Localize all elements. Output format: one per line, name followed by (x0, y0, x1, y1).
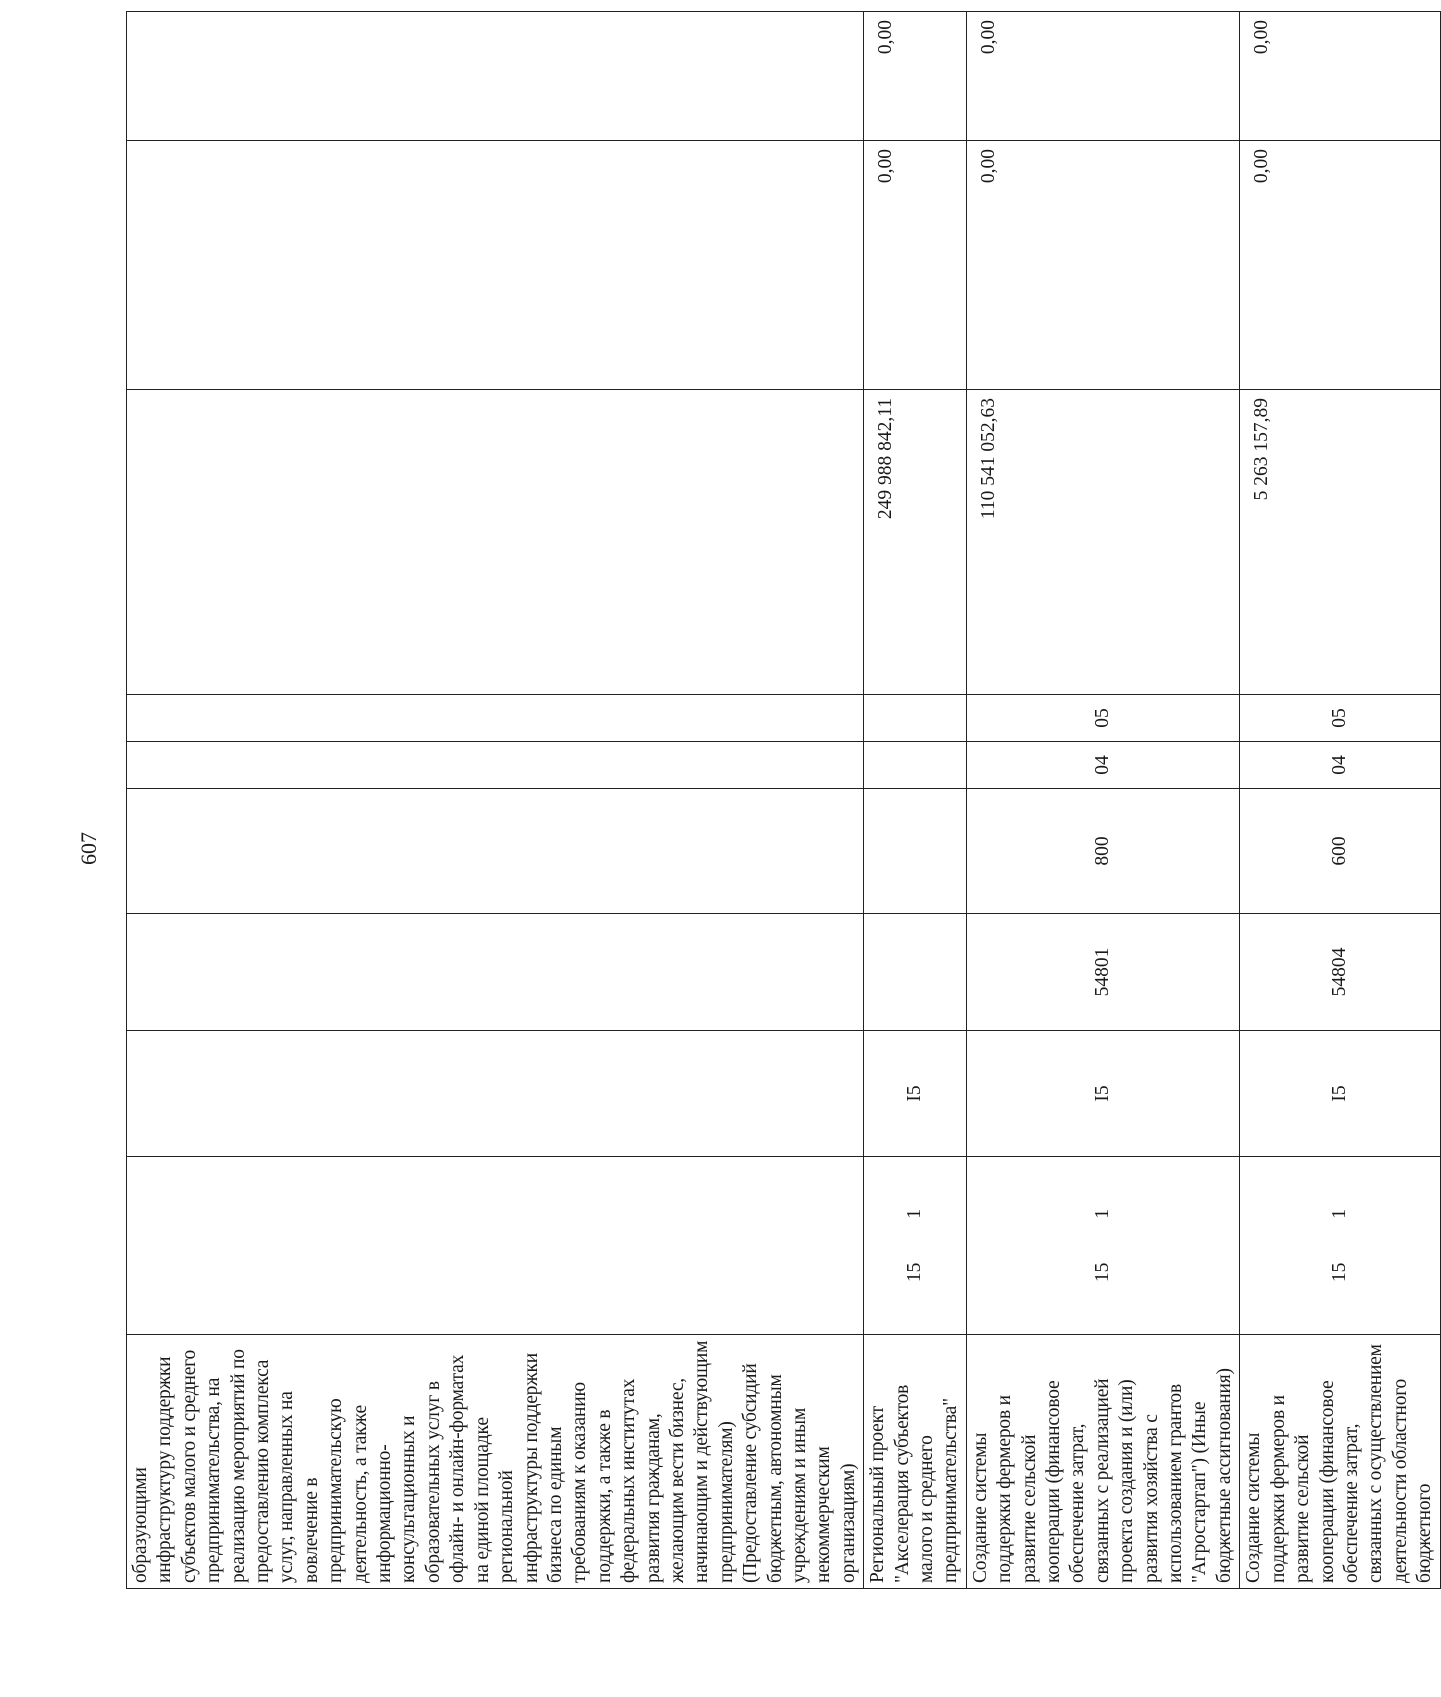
sum-year-3: 0,00 (864, 12, 967, 141)
table-row (1240, 12, 1440, 1589)
section-code (864, 742, 967, 789)
page-number: 607 (76, 832, 101, 865)
sum-year-1 (127, 390, 864, 695)
expense-type-code: 600 (1240, 789, 1440, 914)
section-code: 04 (966, 742, 1239, 789)
row-name: Региональный проект "Акселерация субъектов малого и среднего предпринимательства" (864, 1335, 967, 1589)
sum-year-2: 0,00 (864, 141, 967, 390)
sum-year-1: 249 988 842,11 (864, 390, 967, 695)
subsection-code: 05 (966, 695, 1239, 742)
type-code: I5 (864, 1031, 967, 1157)
type-code: I5 (966, 1031, 1239, 1157)
table-row (127, 12, 864, 1589)
sum-year-2: 0,00 (1240, 141, 1440, 390)
sum-year-3: 0,00 (1240, 12, 1440, 141)
sum-year-3: 0,00 (966, 12, 1239, 141)
program-code: 15 1 (966, 1157, 1239, 1335)
type-code: I5 (1240, 1031, 1440, 1157)
table-row (966, 12, 1239, 1589)
subsection-code (127, 695, 864, 742)
row-name: Создание системы поддержки фермеров и развитие сельской кооперации (финансовое обеспечение затрат, связанных с осуществлением деятельности областного бюджетного (1240, 1335, 1440, 1589)
table-row (864, 12, 967, 1589)
subsection-code (864, 695, 967, 742)
sum-year-2: 0,00 (966, 141, 1239, 390)
program-code: 15 1 (1240, 1157, 1440, 1335)
type-code (127, 1031, 864, 1157)
expense-type-code (127, 789, 864, 914)
sum-year-1: 5 263 157,89 (1240, 390, 1440, 695)
program-code: 15 1 (864, 1157, 967, 1335)
expense-type-code (864, 789, 967, 914)
row-name: Создание системы поддержки фермеров и развитие сельской кооперации (финансовое обеспечение затрат, связанных с реализацией проекта создания и (или) развития хозяйства с использованием грантов "Агростартап") (Иные бюджетные ассигнования) (966, 1335, 1239, 1589)
direction-code (127, 914, 864, 1031)
sum-year-2 (127, 141, 864, 390)
subsection-code: 05 (1240, 695, 1440, 742)
section-code: 04 (1240, 742, 1440, 789)
section-code (127, 742, 864, 789)
sum-year-1: 110 541 052,63 (966, 390, 1239, 695)
direction-code: 54801 (966, 914, 1239, 1031)
sum-year-3 (127, 12, 864, 141)
program-code (127, 1157, 864, 1335)
budget-table (126, 11, 1441, 1589)
direction-code: 54804 (1240, 914, 1440, 1031)
row-name: образующими инфраструктуру поддержки субъектов малого и среднего предпринимательства, на реализацию мероприятий по предоставлению комплекса услуг, направленных на вовлечение в предпринимательскую деятельность, а также информационно-консультационных и образовательных услуг в офлайн- и онлайн-форматах на единой площадке региональной инфраструктуры поддержки бизнеса по единым требованиям к оказанию поддержки, а также в федеральных институтах развития гражданам, желающим вести бизнес, начинающим и действующим предпринимателям) (Предоставление субсидий бюджетным, автономным учреждениям и иным некоммерческим организациям) (127, 1335, 864, 1589)
direction-code (864, 914, 967, 1031)
expense-type-code: 800 (966, 789, 1239, 914)
